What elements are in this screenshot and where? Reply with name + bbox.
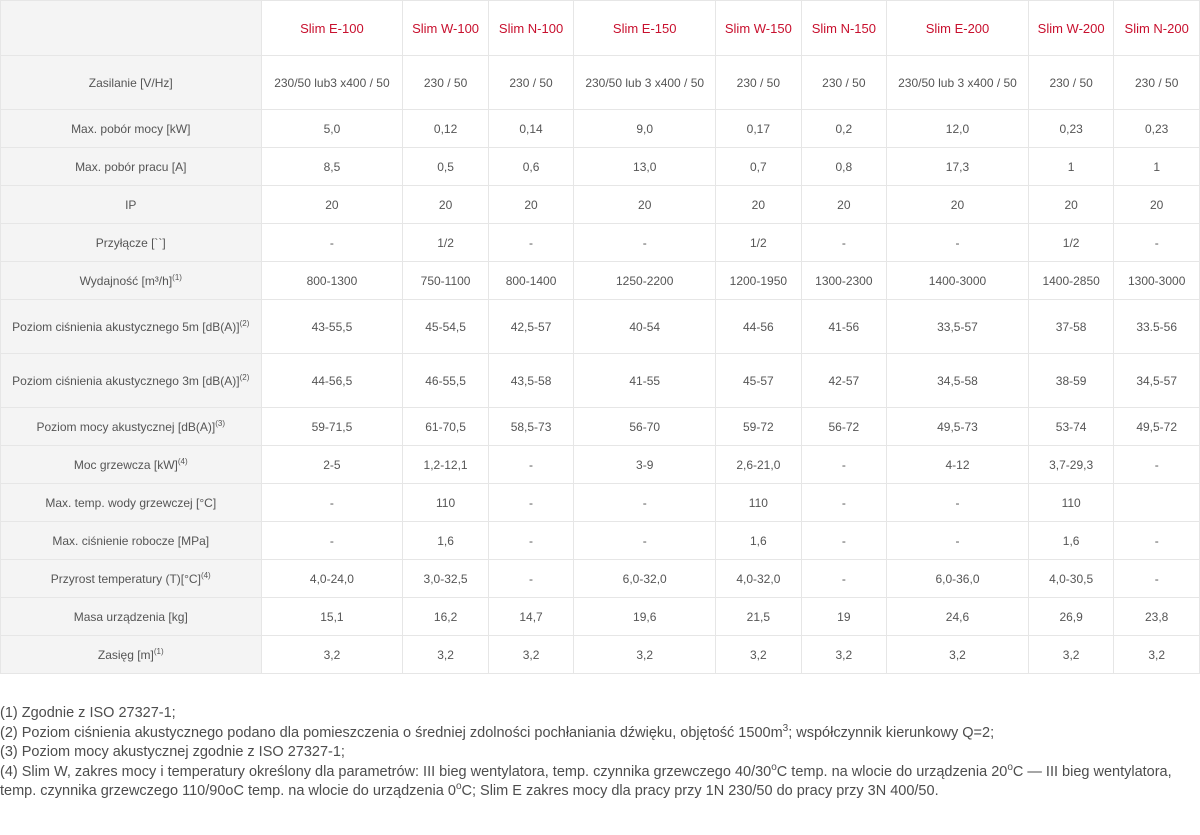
table-cell: 0,17 <box>716 110 801 148</box>
table-cell: 4-12 <box>887 446 1029 484</box>
table-cell: 110 <box>1028 484 1113 522</box>
table-cell: 41-56 <box>801 300 886 354</box>
table-cell: 33.5-56 <box>1114 300 1200 354</box>
table-cell: - <box>887 484 1029 522</box>
footnote-ref: (2) <box>239 318 250 328</box>
table-cell: 20 <box>1028 186 1113 224</box>
table-cell: 3,2 <box>801 636 886 674</box>
table-cell: 750-1100 <box>403 262 488 300</box>
table-cell: 230/50 lub 3 x400 / 50 <box>574 56 716 110</box>
table-cell: 20 <box>488 186 573 224</box>
table-cell: 230 / 50 <box>1114 56 1200 110</box>
row-label: Poziom mocy akustycznej $[dB(A)]^{(3)}$ <box>1 408 262 446</box>
table-cell: 1400-2850 <box>1028 262 1113 300</box>
table-cell: 1/2 <box>1028 224 1113 262</box>
table-cell: - <box>1114 224 1200 262</box>
table-cell: 20 <box>716 186 801 224</box>
row-label: Masa urządzenia [kg] <box>1 598 262 636</box>
table-cell: - <box>261 224 403 262</box>
table-body <box>1 56 1200 674</box>
table-cell: - <box>488 522 573 560</box>
table-cell <box>1114 484 1200 522</box>
table-cell: 3,2 <box>1114 636 1200 674</box>
column-header: Slim W-100 <box>403 1 488 56</box>
table-cell: 38-59 <box>1028 354 1113 408</box>
table-cell: 16,2 <box>403 598 488 636</box>
table-cell: 230 / 50 <box>716 56 801 110</box>
table-cell: 42-57 <box>801 354 886 408</box>
table-cell: 34,5-58 <box>887 354 1029 408</box>
table-cell: 1 <box>1114 148 1200 186</box>
table-cell: 3,2 <box>887 636 1029 674</box>
table-cell: 40-54 <box>574 300 716 354</box>
table-row <box>1 522 1200 560</box>
column-header: Slim N-100 <box>488 1 573 56</box>
row-label: Max. pobór pracu [A] <box>1 148 262 186</box>
table-row <box>1 636 1200 674</box>
table-cell: 44-56 <box>716 300 801 354</box>
table-cell: 3,2 <box>716 636 801 674</box>
table-cell: 1/2 <box>716 224 801 262</box>
table-row <box>1 354 1200 408</box>
footnote-2: (2) Poziom ciśnienia akustycznego podano dla pomieszczenia o średniej zdolności pochłaniania dźwięku, objętość $1500m^3$; współczynnik kierunkowy Q=2; <box>0 722 995 741</box>
table-cell: 4,0-32,0 <box>716 560 801 598</box>
table-cell: 61-70,5 <box>403 408 488 446</box>
table-cell: 20 <box>1114 186 1200 224</box>
table-cell: 56-70 <box>574 408 716 446</box>
table-cell: 110 <box>403 484 488 522</box>
table-cell: 3,2 <box>574 636 716 674</box>
table-cell: 230/50 lub3 x400 / 50 <box>261 56 403 110</box>
footnote-ref: (1) <box>153 646 164 656</box>
table-row <box>1 560 1200 598</box>
row-label: Max. pobór mocy [kW] <box>1 110 262 148</box>
table-cell: 20 <box>887 186 1029 224</box>
table-cell: 3-9 <box>574 446 716 484</box>
table-cell: 46-55,5 <box>403 354 488 408</box>
table-cell: 0,7 <box>716 148 801 186</box>
table-cell: 1,6 <box>716 522 801 560</box>
table-cell: 34,5-57 <box>1114 354 1200 408</box>
table-cell: - <box>801 560 886 598</box>
table-cell: - <box>801 484 886 522</box>
table-cell: - <box>488 446 573 484</box>
table-cell: - <box>488 560 573 598</box>
column-header: Slim W-200 <box>1028 1 1113 56</box>
table-cell: 1,6 <box>1028 522 1113 560</box>
table-cell: 110 <box>716 484 801 522</box>
table-cell: - <box>887 224 1029 262</box>
table-cell: - <box>574 522 716 560</box>
table-cell: 2,6-21,0 <box>716 446 801 484</box>
row-label: Zasięg $[m]^{(1)}$ <box>1 636 262 674</box>
corner-cell <box>1 1 262 56</box>
table-cell: 800-1400 <box>488 262 573 300</box>
table-cell: - <box>1114 560 1200 598</box>
footnote-4: (4) Slim W, zakres mocy i temperatury określony dla parametrów: III bieg wentylatora, temp. czynnika grzewczego 40/30$^o$C temp. na wlocie do urządzenia 20$^o$C — III bieg wentylatora, temp. czynnika grzewczego 110/90oC temp. na wlocie do urządzenia 0$^o$C; Slim E zakres mocy dla pracy przy 1N 230/50 do pracy przy 3N 400/50. <box>0 761 1172 799</box>
table-cell: 2-5 <box>261 446 403 484</box>
footnote-ref: (4) <box>200 570 211 580</box>
table-cell: 19 <box>801 598 886 636</box>
column-header: Slim N-150 <box>801 1 886 56</box>
table-cell: 4,0-30,5 <box>1028 560 1113 598</box>
table-cell: 13,0 <box>574 148 716 186</box>
table-cell: 1300-3000 <box>1114 262 1200 300</box>
table-cell: 3,2 <box>488 636 573 674</box>
table-cell: 20 <box>403 186 488 224</box>
table-cell: 59-71,5 <box>261 408 403 446</box>
table-cell: 1/2 <box>403 224 488 262</box>
table-cell: 17,3 <box>887 148 1029 186</box>
table-cell: 44-56,5 <box>261 354 403 408</box>
table-cell: 24,6 <box>887 598 1029 636</box>
table-cell: 0,5 <box>403 148 488 186</box>
table-cell: 1,2-12,1 <box>403 446 488 484</box>
column-header: Slim E-200 <box>887 1 1029 56</box>
header-row <box>1 1 1200 56</box>
table-cell: - <box>887 522 1029 560</box>
table-cell: - <box>1114 522 1200 560</box>
table-cell: 37-58 <box>1028 300 1113 354</box>
table-cell: 45-57 <box>716 354 801 408</box>
table-cell: 20 <box>574 186 716 224</box>
table-cell: - <box>1114 446 1200 484</box>
table-cell: 9,0 <box>574 110 716 148</box>
table-cell: - <box>574 224 716 262</box>
table-cell: 0,6 <box>488 148 573 186</box>
footnote-ref: (3) <box>215 418 226 428</box>
table-cell: 49,5-73 <box>887 408 1029 446</box>
table-row <box>1 110 1200 148</box>
footnote-3: (3) Poziom mocy akustycznej zgodnie z ISO 27327-1; <box>0 744 345 760</box>
table-cell: 230/50 lub 3 x400 / 50 <box>887 56 1029 110</box>
table-cell: 59-72 <box>716 408 801 446</box>
table-row <box>1 300 1200 354</box>
row-label: Wydajność $[m^3/h]^{(1)}$ <box>1 262 262 300</box>
table-cell: 3,2 <box>1028 636 1113 674</box>
table-row <box>1 224 1200 262</box>
row-label: Poziom ciśnienia akustycznego 5m $[dB(A)]^{(2)}$ <box>1 300 262 354</box>
table-cell: 0,23 <box>1028 110 1113 148</box>
table-cell: 1200-1950 <box>716 262 801 300</box>
table-cell: 3,2 <box>261 636 403 674</box>
table-cell: 49,5-72 <box>1114 408 1200 446</box>
table-cell: 23,8 <box>1114 598 1200 636</box>
table-cell: 230 / 50 <box>801 56 886 110</box>
table-cell: - <box>261 484 403 522</box>
table-cell: 42,5-57 <box>488 300 573 354</box>
table-cell: 43-55,5 <box>261 300 403 354</box>
table-cell: 20 <box>801 186 886 224</box>
footnote-1: (1) Zgodnie z ISO 27327-1; <box>0 705 176 721</box>
table-cell: - <box>261 522 403 560</box>
table-cell: 230 / 50 <box>1028 56 1113 110</box>
table-cell: - <box>801 446 886 484</box>
footnote-ref: (1) <box>172 272 182 282</box>
table-cell: 19,6 <box>574 598 716 636</box>
table-cell: 0,14 <box>488 110 573 148</box>
table-cell: 800-1300 <box>261 262 403 300</box>
table-cell: 3,0-32,5 <box>403 560 488 598</box>
table-cell: 6,0-32,0 <box>574 560 716 598</box>
table-row <box>1 262 1200 300</box>
table-cell: 0,23 <box>1114 110 1200 148</box>
table-cell: 14,7 <box>488 598 573 636</box>
table-cell: 33,5-57 <box>887 300 1029 354</box>
row-label: Przyrost temperatury $(T)[^\circ C]^{(4)}$ <box>1 560 262 598</box>
table-row <box>1 148 1200 186</box>
table-cell: 1250-2200 <box>574 262 716 300</box>
table-cell: 26,9 <box>1028 598 1113 636</box>
row-label: Zasilanie [V/Hz] <box>1 56 262 110</box>
table-cell: 41-55 <box>574 354 716 408</box>
row-label: Max. ciśnienie robocze [MPa] <box>1 522 262 560</box>
column-header: Slim E-100 <box>261 1 403 56</box>
row-label: Moc grzewcza [kW]$^{(4)}$ <box>1 446 262 484</box>
table-row <box>1 446 1200 484</box>
table-row <box>1 598 1200 636</box>
row-label: Poziom ciśnienia akustycznego 3m $[dB(A)]^{(2)}$ <box>1 354 262 408</box>
column-header: Slim N-200 <box>1114 1 1200 56</box>
table-cell: 3,2 <box>403 636 488 674</box>
column-header: Slim E-150 <box>574 1 716 56</box>
table-cell: - <box>488 224 573 262</box>
table-cell: 58,5-73 <box>488 408 573 446</box>
table-cell: 0,2 <box>801 110 886 148</box>
row-label: Max. temp. wody grzewczej [°C] <box>1 484 262 522</box>
table-cell: 56-72 <box>801 408 886 446</box>
table-row <box>1 408 1200 446</box>
table-cell: 6,0-36,0 <box>887 560 1029 598</box>
table-cell: - <box>801 224 886 262</box>
table-cell: 0,8 <box>801 148 886 186</box>
table-cell: 43,5-58 <box>488 354 573 408</box>
table-cell: - <box>574 484 716 522</box>
table-cell: 1400-3000 <box>887 262 1029 300</box>
row-label: IP <box>1 186 262 224</box>
table-cell: 45-54,5 <box>403 300 488 354</box>
table-cell: 21,5 <box>716 598 801 636</box>
table-cell: 15,1 <box>261 598 403 636</box>
table-cell: 12,0 <box>887 110 1029 148</box>
table-cell: 53-74 <box>1028 408 1113 446</box>
footnote-ref: (4) <box>177 456 188 466</box>
table-cell: 8,5 <box>261 148 403 186</box>
table-cell: 230 / 50 <box>488 56 573 110</box>
table-cell: 230 / 50 <box>403 56 488 110</box>
table-cell: 20 <box>261 186 403 224</box>
table-cell: 4,0-24,0 <box>261 560 403 598</box>
table-cell: - <box>488 484 573 522</box>
table-row <box>1 56 1200 110</box>
column-header: Slim W-150 <box>716 1 801 56</box>
table-cell: - <box>801 522 886 560</box>
table-cell: 1,6 <box>403 522 488 560</box>
table-cell: 5,0 <box>261 110 403 148</box>
table-row <box>1 186 1200 224</box>
table-cell: 3,7-29,3 <box>1028 446 1113 484</box>
footnote-ref: (2) <box>239 372 250 382</box>
table-cell: 0,12 <box>403 110 488 148</box>
table-cell: 1 <box>1028 148 1113 186</box>
row-label: Przyłącze [``] <box>1 224 262 262</box>
table-cell: 1300-2300 <box>801 262 886 300</box>
footnotes <box>0 704 1200 802</box>
table-row <box>1 484 1200 522</box>
